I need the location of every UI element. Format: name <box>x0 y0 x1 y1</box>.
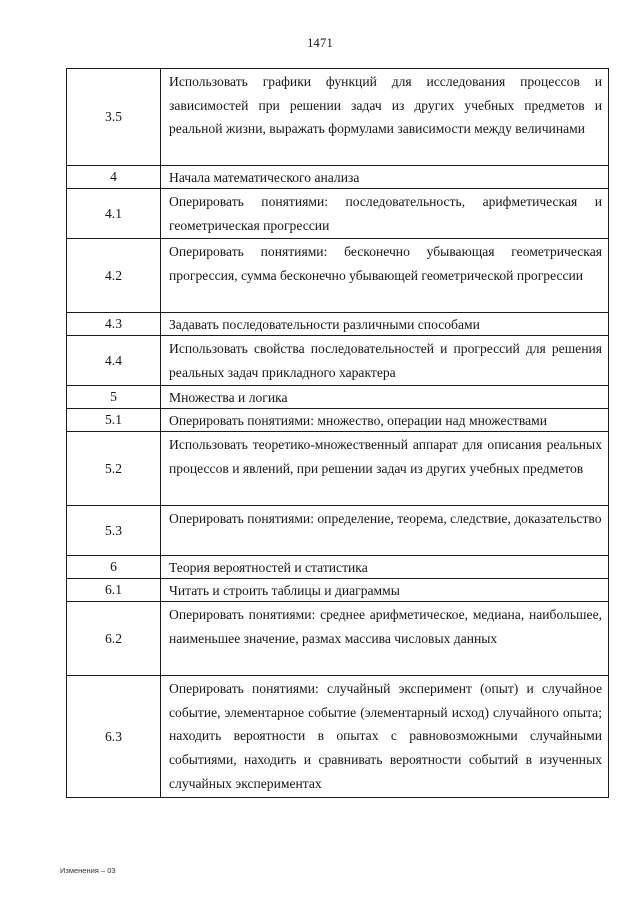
row-code: 5.1 <box>67 409 161 431</box>
row-code: 4 <box>67 166 161 188</box>
row-code: 4.2 <box>67 239 161 312</box>
row-code: 6.1 <box>67 579 161 601</box>
revision-note: Изменения – 03 <box>60 866 116 875</box>
table-row-4-4 <box>67 336 609 386</box>
row-code: 6.2 <box>67 602 161 675</box>
table-row-5-2 <box>67 432 609 506</box>
row-text: Использовать графики функций для исследования процессов и зависимостей при решении задач из других учебных предметов и реальной жизни, выражать формулами зависимости между величинами <box>161 69 609 165</box>
row-text: Читать и строить таблицы и диаграммы <box>161 579 609 601</box>
table-row-6-2 <box>67 602 609 676</box>
table-row-5-3 <box>67 506 609 556</box>
row-code: 6 <box>67 556 161 578</box>
outcomes-table <box>66 68 609 798</box>
row-text: Теория вероятностей и статистика <box>161 556 609 578</box>
row-text: Начала математического анализа <box>161 166 609 188</box>
row-code: 3.5 <box>67 69 161 165</box>
row-code: 6.3 <box>67 676 161 797</box>
row-text: Оперировать понятиями: последовательность, арифметическая и геометрическая прогрессии <box>161 189 609 238</box>
table-row-4-2 <box>67 239 609 313</box>
row-code: 4.3 <box>67 313 161 335</box>
table-row-3-5 <box>67 69 609 166</box>
table-row-4-3 <box>67 313 609 336</box>
table-row-6 <box>67 556 609 579</box>
page-number: 1471 <box>307 36 333 50</box>
row-code: 4.4 <box>67 336 161 385</box>
row-text: Задавать последовательности различными способами <box>161 313 609 335</box>
row-code: 5.2 <box>67 432 161 505</box>
row-text: Множества и логика <box>161 386 609 408</box>
row-text: Использовать теоретико-множественный аппарат для описания реальных процессов и явлений, при решении задач из других учебных предметов <box>161 432 609 505</box>
table-row-6-3 <box>67 676 609 798</box>
table-row-4-1 <box>67 189 609 239</box>
table-row-6-1 <box>67 579 609 602</box>
row-code: 5.3 <box>67 506 161 555</box>
table-row-5-1 <box>67 409 609 432</box>
table-row-5 <box>67 386 609 409</box>
row-text: Оперировать понятиями: бесконечно убывающая геометрическая прогрессия, сумма бесконечно убывающей геометрической прогрессии <box>161 239 609 312</box>
row-code: 5 <box>67 386 161 408</box>
row-text: Оперировать понятиями: определение, теорема, следствие, доказательство <box>161 506 609 555</box>
row-text: Оперировать понятиями: множество, операции над множествами <box>161 409 609 431</box>
row-code: 4.1 <box>67 189 161 238</box>
table-row-4 <box>67 166 609 189</box>
row-text: Использовать свойства последовательностей и прогрессий для решения реальных задач прикладного характера <box>161 336 609 385</box>
row-text: Оперировать понятиями: случайный эксперимент (опыт) и случайное событие, элементарное событие (элементарный исход) случайного опыта; находить вероятности в опытах с равновозможными случайными событиями, находить и сравнивать вероятности событий в изученных случайных экспериментах <box>161 676 609 797</box>
row-text: Оперировать понятиями: среднее арифметическое, медиана, наибольшее, наименьшее значение, размах массива числовых данных <box>161 602 609 675</box>
